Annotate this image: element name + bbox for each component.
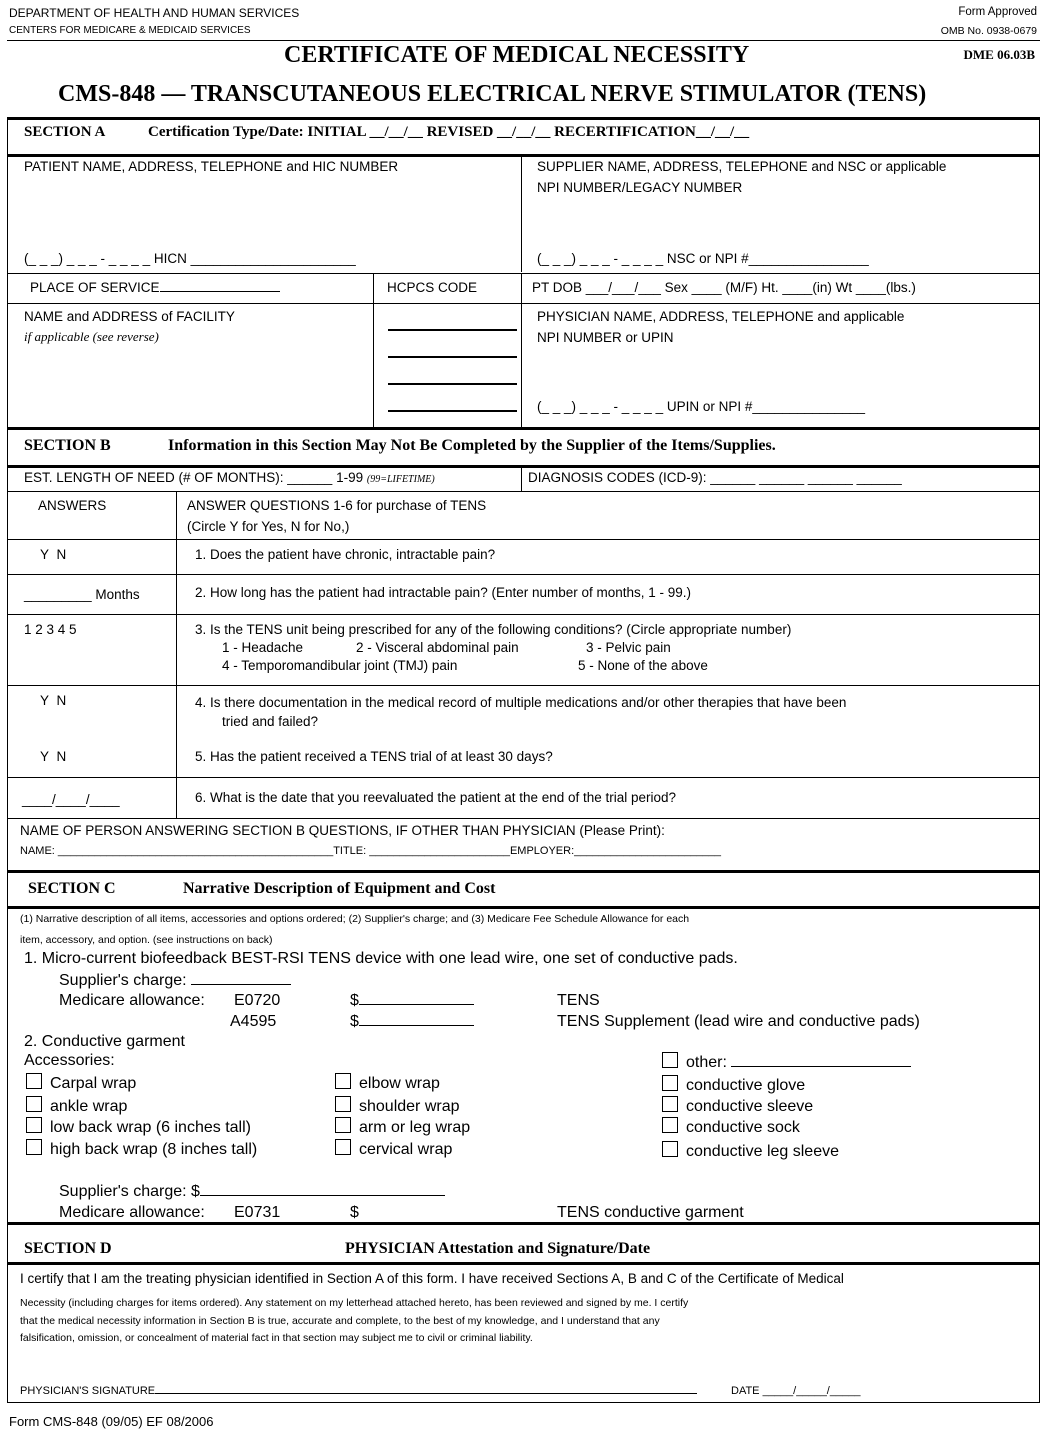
signature-blank[interactable]	[155, 1393, 697, 1394]
form-subtitle: CMS-848 — TRANSCUTANEOUS ELECTRICAL NERVE STIMULATOR (TENS)	[58, 81, 927, 107]
checkbox-conductive-leg-sleeve[interactable]	[662, 1141, 839, 1161]
section-c-top-rule	[7, 870, 1040, 873]
section-b-rule	[7, 465, 1040, 468]
name-title-employer-field[interactable]: NAME: _____________________________________________TITLE: _______________________EMPLOYER:________________________	[20, 845, 721, 857]
q-rule-4	[7, 685, 1040, 686]
q3-option-3: 3 - Pelvic pain	[586, 640, 671, 655]
hcpcs-blank-4[interactable]	[388, 410, 517, 412]
checkbox-box[interactable]	[26, 1139, 42, 1155]
checkbox-cervical-wrap[interactable]	[335, 1139, 452, 1159]
q2-answer[interactable]: _________ Months	[24, 587, 140, 602]
checkbox-label: low back wrap (6 inches tall)	[50, 1119, 251, 1136]
checkbox-shoulder-wrap[interactable]	[335, 1096, 460, 1116]
row-rule-3	[7, 491, 1040, 492]
checkbox-low-back-wrap[interactable]	[26, 1117, 251, 1137]
suppliers-charge-blank[interactable]	[191, 984, 291, 985]
checkbox-label: arm or leg wrap	[359, 1119, 471, 1136]
section-a-label: SECTION A	[24, 124, 106, 140]
certification-line-4: falsification, omission, or concealment of material fact in that section may subject me to civil or criminal liability.	[20, 1332, 533, 1344]
checkbox-high-back-wrap[interactable]	[26, 1139, 257, 1159]
form-bottom-rule	[7, 1402, 1040, 1403]
checkbox-box[interactable]	[26, 1096, 42, 1112]
suppliers-charge-label: Supplier's charge:	[59, 972, 187, 989]
checkbox-arm-leg-wrap[interactable]	[335, 1117, 470, 1137]
section-b-top-rule	[7, 427, 1040, 430]
diagnosis-codes-field[interactable]: DIAGNOSIS CODES (ICD-9): ______ ______ ______ ______	[528, 470, 902, 485]
checkbox-box[interactable]	[662, 1117, 678, 1133]
a4595-dollar: $	[350, 1013, 359, 1030]
dept-name: DEPARTMENT OF HEALTH AND HUMAN SERVICES	[9, 6, 300, 20]
checkbox-box[interactable]	[335, 1117, 351, 1133]
patient-supplier-divider	[521, 156, 522, 272]
tens-garment-label: TENS conductive garment	[557, 1204, 744, 1221]
hcpcs-label: HCPCS CODE	[387, 280, 478, 295]
form-right-border	[1039, 117, 1040, 1403]
checkbox-label: other:	[686, 1054, 727, 1071]
facility-label: NAME and ADDRESS of FACILITY	[24, 309, 235, 324]
tens-label: TENS	[557, 992, 600, 1009]
checkbox-label: high back wrap (8 inches tall)	[50, 1141, 258, 1158]
signature-date-field[interactable]: DATE _____/_____/_____	[731, 1385, 861, 1397]
section-b-heading: Information in this Section May Not Be Completed by the Supplier of the Items/Supplies.	[168, 437, 776, 454]
checkbox-label: conductive sleeve	[686, 1098, 814, 1115]
section-a-rule	[7, 154, 1040, 157]
checkbox-conductive-sleeve[interactable]	[662, 1096, 813, 1116]
checkbox-conductive-sock[interactable]	[662, 1117, 800, 1137]
hcpcs-blank-1[interactable]	[388, 329, 517, 331]
checkbox-label: conductive glove	[686, 1077, 806, 1094]
checkbox-label: Carpal wrap	[50, 1075, 137, 1092]
q3-option-1: 1 - Headache	[222, 640, 304, 655]
garment-suppliers-charge-label: Supplier's charge: $	[59, 1183, 200, 1200]
other-blank[interactable]	[731, 1066, 911, 1067]
code-a4595: A4595	[230, 1013, 277, 1030]
garment-suppliers-charge[interactable]	[59, 1183, 445, 1201]
e0731-dollar: $	[350, 1204, 359, 1221]
q5-answer[interactable]: Y N	[40, 749, 67, 764]
pt-dob-field[interactable]: PT DOB ___/___/___ Sex ____ (M/F) Ht. ____(in) Wt ____(lbs.)	[532, 280, 916, 295]
item-1-suppliers-charge[interactable]	[59, 972, 291, 990]
physician-label-2: NPI NUMBER or UPIN	[537, 330, 674, 345]
section-d-label: SECTION D	[24, 1240, 112, 1257]
patient-label: PATIENT NAME, ADDRESS, TELEPHONE and HIC NUMBER	[24, 159, 399, 174]
physician-label-1: PHYSICIAN NAME, ADDRESS, TELEPHONE and applicable	[537, 309, 905, 324]
checkbox-elbow-wrap[interactable]	[335, 1073, 440, 1093]
checkbox-box[interactable]	[662, 1075, 678, 1091]
questions-header-1: ANSWER QUESTIONS 1-6 for purchase of TENS	[187, 498, 487, 513]
checkbox-label: conductive sock	[686, 1119, 800, 1136]
q3-option-2: 2 - Visceral abdominal pain	[356, 640, 519, 655]
q1-text: 1. Does the patient have chronic, intractable pain?	[195, 547, 496, 562]
certification-line-2: Necessity (including charges for items ordered). Any statement on my letterhead attached hereto, has been reviewed and signed by me. I certify	[20, 1297, 689, 1309]
q6-text: 6. What is the date that you reevaluated the patient at the end of the trial period?	[195, 790, 677, 805]
length-of-need-label: EST. LENGTH OF NEED (# OF MONTHS): ______ 1-99	[24, 470, 364, 485]
item-1-description: 1. Micro-current biofeedback BEST-RSI TENS device with one lead wire, one set of conductive pads.	[24, 950, 738, 967]
e0720-amount-blank[interactable]	[359, 1004, 474, 1005]
certification-line-3: that the medical necessity information in Section B is true, accurate and complete, to the best of my knowledge, and I understand that any	[20, 1315, 660, 1327]
supplier-phone-field[interactable]: (_ _ _) _ _ _ - _ _ _ _ NSC or NPI #________________	[537, 251, 869, 266]
form-footer-id: Form CMS-848 (09/05) EF 08/2006	[9, 1414, 214, 1429]
hcpcs-right-divider	[521, 274, 522, 428]
q1-answer[interactable]: Y N	[40, 547, 67, 562]
length-of-need-field[interactable]	[24, 470, 435, 485]
checkbox-ankle-wrap[interactable]	[26, 1096, 127, 1116]
checkbox-label: conductive leg sleeve	[686, 1143, 839, 1160]
checkbox-box[interactable]	[662, 1052, 678, 1068]
lifetime-note: (99=LIFETIME)	[366, 474, 435, 485]
row-rule-2	[7, 303, 1040, 304]
row-rule-1	[7, 273, 1040, 274]
checkbox-label: shoulder wrap	[359, 1098, 460, 1115]
e0720-dollar: $	[350, 992, 359, 1009]
q6-answer[interactable]: ____/____/____	[22, 792, 120, 807]
q-rule-5	[7, 777, 1040, 778]
a4595-amount-field[interactable]	[350, 1013, 474, 1031]
checkbox-box[interactable]	[26, 1073, 42, 1089]
q-rule-1	[7, 539, 1040, 540]
e0720-amount-field[interactable]	[350, 992, 474, 1010]
section-d-heading: PHYSICIAN Attestation and Signature/Date	[345, 1240, 651, 1257]
need-diagnosis-divider	[521, 467, 522, 491]
place-of-service-field[interactable]	[30, 280, 280, 295]
pos-hcpcs-divider	[373, 274, 374, 428]
physician-signature-field[interactable]	[20, 1385, 697, 1397]
certification-line-1: I certify that I am the treating physician identified in Section A of this form. I have received Sections A, B and C of the Certificate of Medical	[20, 1271, 844, 1286]
q4-text-1: 4. Is there documentation in the medical record of multiple medications and/or other therapies that have been	[195, 695, 847, 710]
checkbox-box[interactable]	[662, 1141, 678, 1157]
section-c-intro-1: (1) Narrative description of all items, accessories and options ordered; (2) Supplier's charge; and (3) Medicare Fee Schedule Allowance for each	[20, 913, 690, 925]
form-approved: Form Approved	[958, 6, 1037, 18]
hcpcs-blank-3[interactable]	[388, 383, 517, 385]
q3-answer[interactable]: 1 2 3 4 5	[24, 622, 77, 637]
answers-header: ANSWERS	[38, 498, 107, 513]
q5-text: 5. Has the patient received a TENS trial of at least 30 days?	[195, 749, 553, 764]
supplier-label-1: SUPPLIER NAME, ADDRESS, TELEPHONE and NSC or applicable	[537, 159, 947, 174]
header-rule	[7, 40, 1040, 41]
checkbox-box[interactable]	[26, 1117, 42, 1133]
q4-text-2: tried and failed?	[222, 714, 319, 729]
form-left-border	[7, 117, 8, 1403]
tens-supplement-label: TENS Supplement (lead wire and conductive pads)	[557, 1013, 920, 1030]
q3-text: 3. Is the TENS unit being prescribed for any of the following conditions? (Circle appropriate number)	[195, 622, 792, 637]
place-of-service-blank[interactable]	[160, 291, 280, 292]
q-rule-2	[7, 574, 1040, 575]
centers-name: CENTERS FOR MEDICARE & MEDICAID SERVICES	[9, 25, 251, 36]
q4-answer[interactable]: Y N	[40, 693, 67, 708]
a4595-amount-blank[interactable]	[359, 1025, 474, 1026]
section-c-heading: Narrative Description of Equipment and Cost	[183, 880, 496, 897]
facility-sub: if applicable (see reverse)	[24, 329, 159, 344]
q2-text: 2. How long has the patient had intractable pain? (Enter number of months, 1 - 99.)	[195, 585, 692, 600]
person-answering-label: NAME OF PERSON ANSWERING SECTION B QUESTIONS, IF OTHER THAN PHYSICIAN (Please Print):	[20, 823, 665, 838]
section-c-intro-2: item, accessory, and option. (see instructions on back)	[20, 934, 273, 946]
q-rule-6	[7, 818, 1040, 819]
omb-number: OMB No. 0938-0679	[940, 25, 1037, 37]
certification-type: Certification Type/Date: INITIAL __/__/__ REVISED __/__/__ RECERTIFICATION__/__/__	[148, 124, 750, 140]
section-b-label: SECTION B	[24, 437, 111, 454]
form-title: CERTIFICATE OF MEDICAL NECESSITY	[284, 42, 750, 68]
garment-medicare-allowance: Medicare allowance:	[59, 1204, 205, 1221]
questions-header-2: (Circle Y for Yes, N for No,)	[187, 519, 350, 534]
section-a-top-rule	[7, 117, 1040, 120]
place-of-service-label: PLACE OF SERVICE	[30, 280, 160, 295]
section-c-rule	[7, 906, 1040, 909]
code-e0720: E0720	[234, 992, 281, 1009]
q3-option-5: 5 - None of the above	[578, 658, 708, 673]
medicare-allowance-label: Medicare allowance:	[59, 992, 205, 1009]
hcpcs-blank-2[interactable]	[388, 356, 517, 358]
checkbox-box[interactable]	[335, 1139, 351, 1155]
checkbox-label: elbow wrap	[359, 1075, 440, 1092]
section-d-rule	[7, 1262, 1040, 1265]
accessories-label: Accessories:	[24, 1052, 115, 1069]
checkbox-box[interactable]	[335, 1073, 351, 1089]
section-c-label: SECTION C	[28, 880, 116, 897]
code-e0731: E0731	[234, 1204, 281, 1221]
supplier-label-2: NPI NUMBER/LEGACY NUMBER	[537, 180, 743, 195]
garment-charge-blank[interactable]	[200, 1195, 445, 1196]
checkbox-carpal-wrap[interactable]	[26, 1073, 136, 1093]
q3-option-4: 4 - Temporomandibular joint (TMJ) pain	[222, 658, 458, 673]
checkbox-label: cervical wrap	[359, 1141, 453, 1158]
physician-signature-label: PHYSICIAN'S SIGNATURE	[20, 1385, 156, 1397]
checkbox-label: ankle wrap	[50, 1098, 128, 1115]
q-rule-3	[7, 614, 1040, 615]
item-2-description: 2. Conductive garment	[24, 1033, 185, 1050]
checkbox-box[interactable]	[335, 1096, 351, 1112]
answers-divider	[176, 492, 177, 819]
checkbox-other[interactable]	[662, 1052, 911, 1072]
checkbox-conductive-glove[interactable]	[662, 1075, 805, 1095]
section-d-top-rule	[7, 1222, 1040, 1225]
physician-phone-field[interactable]: (_ _ _) _ _ _ - _ _ _ _ UPIN or NPI #_______________	[537, 399, 865, 414]
checkbox-box[interactable]	[662, 1096, 678, 1112]
dme-code: DME 06.03B	[963, 47, 1035, 62]
patient-phone-field[interactable]: (_ _ _) _ _ _ - _ _ _ _ HICN ______________________	[24, 251, 356, 266]
